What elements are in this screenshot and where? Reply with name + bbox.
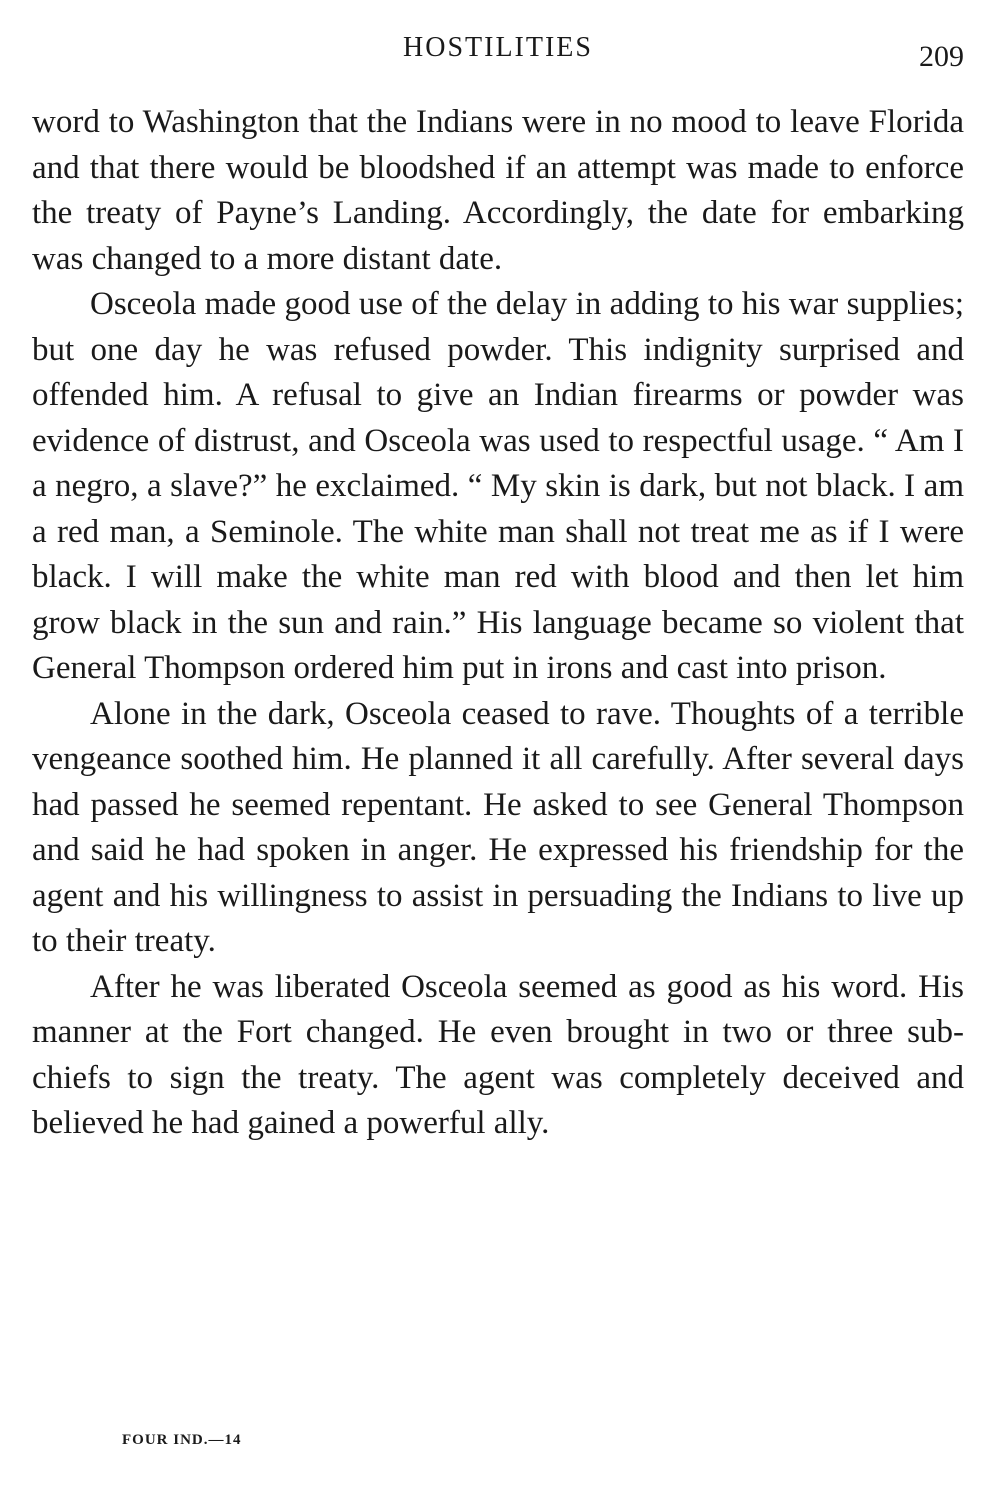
body-text	[32, 100, 964, 1147]
page-number: 209	[919, 40, 964, 73]
paragraph: Alone in the dark, Osceola ceased to rave. Thoughts of a terrible vengeance soothed him. He planned it all carefully. After several days had passed he seemed repentant. He asked to see General Thompson and said he had spoken in anger. He expressed his friendship for the agent and his willingness to assist in persuading the Indians to live up to their treaty.	[32, 695, 964, 959]
paragraph: word to Washington that the Indians were in no mood to leave Florida and that there would be bloodshed if an attempt was made to enforce the treaty of Payne’s Landing. Accordingly, the date for embarking was changed to a more distant date.	[32, 104, 964, 277]
paragraph: After he was liberated Osceola seemed as good as his word. His manner at the Fort changed. He even brought in two or three sub-chiefs to sign the treaty. The agent was completely deceived and believed he had gained a powerful ally.	[32, 968, 964, 1141]
running-title: HOSTILITIES	[403, 32, 593, 63]
running-head	[32, 32, 964, 72]
paragraph: Osceola made good use of the delay in adding to his war supplies; but one day he was refused powder. This indignity surprised and offended him. A refusal to give an Indian firearms or powder was evidence of distrust, and Osceola was used to respectful usage. “ Am I a negro, a slave?” he exclaimed. “ My skin is dark, but not black. I am a red man, a Seminole. The white man shall not treat me as if I were black. I will make the white man red with blood and then let him grow black in the sun and rain.” His language became so violent that General Thompson ordered him put in irons and cast into prison.	[32, 286, 964, 686]
signature-mark: FOUR IND.—14	[122, 1432, 242, 1448]
